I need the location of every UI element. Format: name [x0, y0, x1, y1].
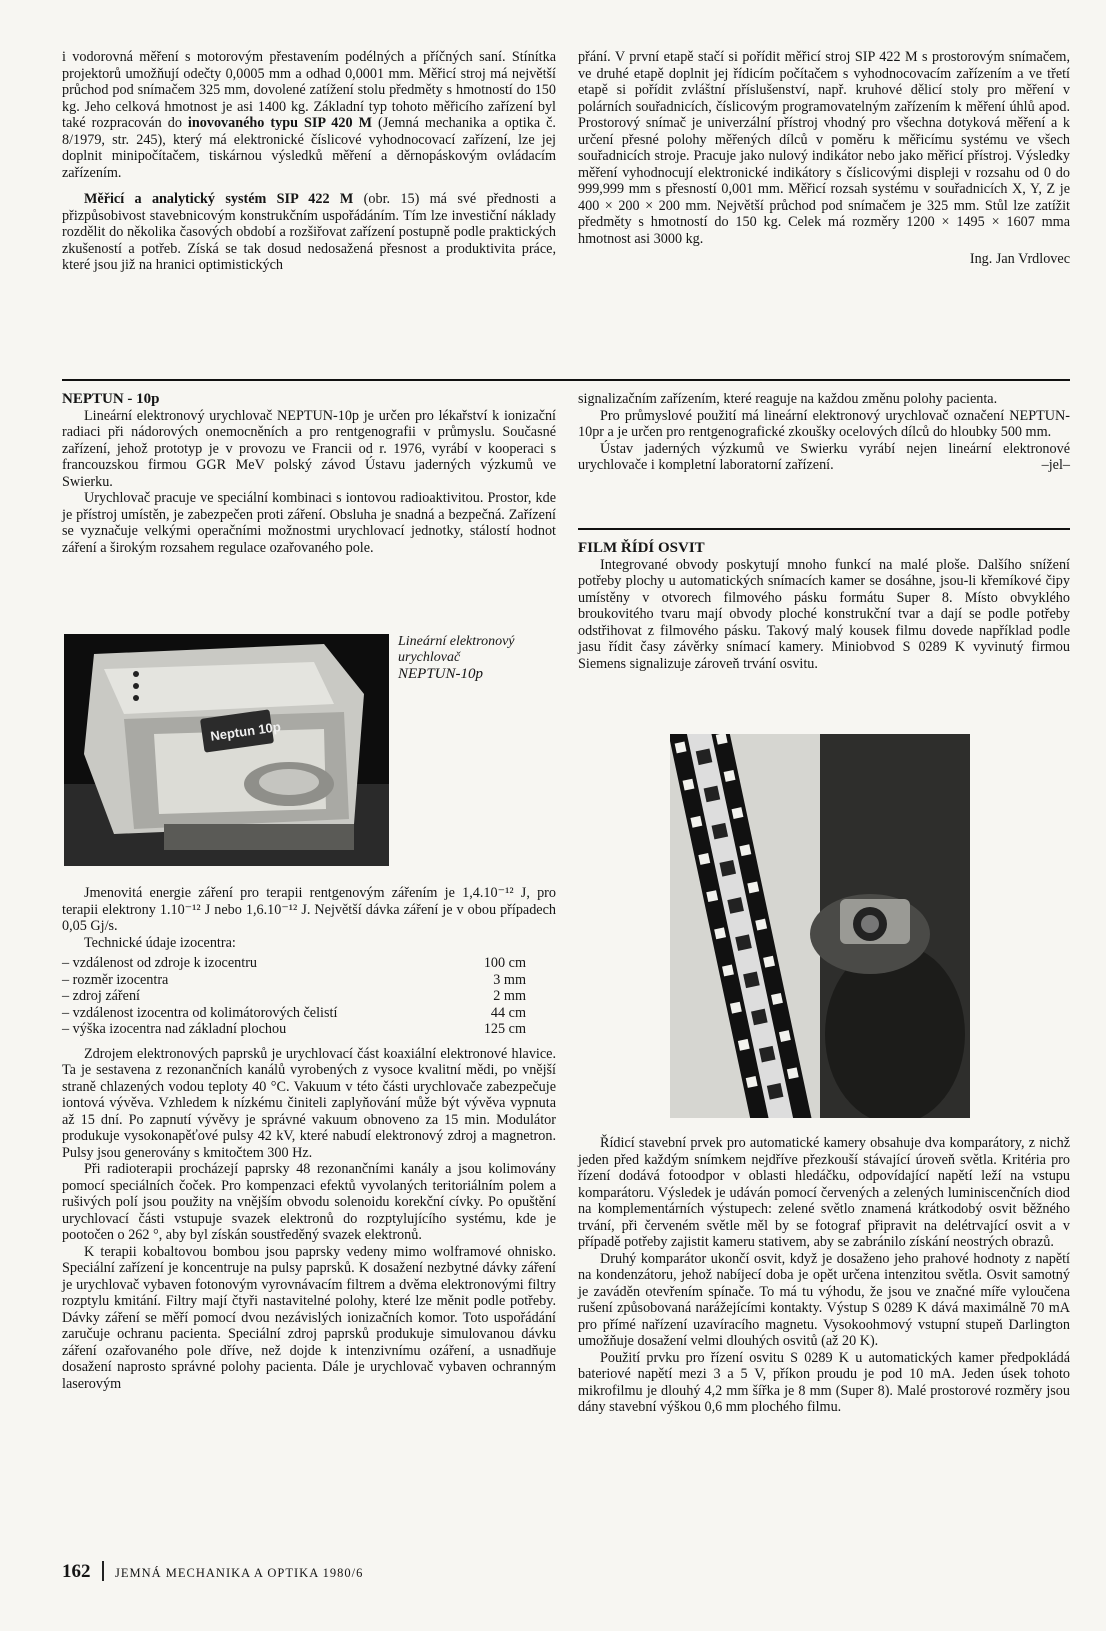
photo-label: Neptun 10p — [209, 718, 282, 744]
spec-row: – vzdálenost od zdroje k izocentru 100 cm — [62, 955, 526, 971]
author-signature: –jel– — [1041, 457, 1070, 473]
section-divider-right — [578, 528, 1070, 530]
spec-row: – výška izocentra nad základní plochou 125 cm — [62, 1021, 526, 1037]
spec-row: – rozměr izocentra 3 mm — [62, 971, 526, 988]
spec-row: – vzdálenost izocentra od kolimátorových čelistí 44 cm — [62, 1004, 526, 1021]
paragraph: Ústav jaderných výzkumů ve Swierku vyrábí nejen lineární elektronové urychlovače i kompletní laboratorní zařízení. –jel– — [578, 440, 1070, 473]
film-column — [578, 540, 1070, 672]
neptun-left-column — [62, 391, 556, 556]
paragraph: Při radioterapii procházejí paprsky 48 rezonančními kanály a jsou kolimovány pomocí speciálních čoček. Pro kompenzaci efektů vyvolaných teritoriálním polem a rušivých polí jsou použity na vnějším obvodu solenoidu korekční cívky. Po opuštění urychlovací části vstupuje svazek elektronů do rozptylujícího systému, kde je pootočen o 262 °, aby byl získán soustředěný svazek elektronů. — [62, 1161, 556, 1243]
section-divider — [62, 379, 1070, 381]
accelerator-photo — [64, 634, 389, 866]
paragraph: přání. V první etapě stačí si pořídit měřicí stroj SIP 422 M s prostorovým snímačem, ve druhé etapě doplnit jej řídicím počítačem s vyhodnocovacím zařízením a ve třetí etapě si pořídit zvláštní příslušenství, např. kruhové dělicí stoly pro měření v polárních souřadnicích, číslicovým programovatelným zařízením k měření úhlů apod. Prostorový snímač je univerzální přístroj vhodný pro všechna dotyková měření a k určení přesné polohy měřených dílců v poměru k měřicímu systému ve všech souřadnicích stroje. Pracuje jako nulový indikátor nebo jako měřicí přístroj. Výsledky měření vyhodnocují elektronické indikátory s číslicovými displeji v rozsahu od 0 do 999,999 mm s přesností 0,001 mm. Měřicí rozsah systému v souřadnicích X, Y, Z je 400 × 200 × 200 mm. Největší průchod pod snímačem je 325 mm. Stůl lze zatížit předměty s hmotností do 150 kg. Celek má rozměry 1200 × 1495 × 1607 mma hmotnost asi 3000 kg. — [578, 49, 1070, 247]
author-byline: Ing. Jan Vrdlovec — [969, 251, 1070, 267]
photo-caption: Lineární elektronový urychlovač NEPTUN-10p — [398, 634, 515, 682]
footer-divider — [102, 1561, 104, 1581]
paragraph: Lineární elektronový urychlovač NEPTUN-10p je určen pro lékařství k ionizační radiaci při nádorových onemocněních a pro rentgenografii v průmyslu. Současné zařízení, jehož prototyp je v provozu ve Francii od r. 1976, vyrábí v kooperaci s francouzskou firmou GGR MeV polský závod Ústavu jaderných výzkumů ve Swierku. — [62, 407, 556, 490]
paragraph: Zdrojem elektronových paprsků je urychlovací část koaxiální elektronové hlavice. Ta je sestavena z rezonančních kanálů vyrobených z vysoce kvalitní mědi, po vnější straně chlazených vodou teploty 40 °C. Vakuum v této části urychlovače zabezpečuje iontová vývěva. Vzhledem k nízkému činiteli zaplyňování může být vývěva vypnuta až 15 dní. Po zapnutí vývěvy je správné vakuum obnoveno za 15 min. Modulátor produkuje vysokonapěťové pulsy 42 kV, které nabudí elektronový zdroj a magnetron. Pulsy jsou generovány s kmitočtem 300 Hz. — [62, 1045, 556, 1161]
neptun-left-column-lower — [62, 885, 556, 1392]
paragraph: Jmenovitá energie záření pro terapii rentgenovým zářením je 1,4.10⁻¹² J, pro terapii elektrony 1.10⁻¹² J nebo 1,6.10⁻¹² J. Největší dávka záření je v obou případech 0,05 Gj/s. — [62, 885, 556, 934]
film-strip-photo — [670, 734, 970, 1118]
paragraph: Druhý komparátor ukončí osvit, když je dosaženo jeho prahové hodnoty z napětí na kondenzátoru, jehož nabíjecí doba je opět určena intenzitou světla. Osvit samotný je zaváděn otevřením spínače. To má tu výhodu, že jsou ve značné míře vyloučena rušení způsobovaná narážejícími kontakty. Výstup S 0289 K dává maximálně 70 mA pro přímé nařízení uzavíracího magnetu. Vysokoohmový vstupní stupeň Darlington umožňuje dosažení velmi dlouhých osvitů (až 20 K). — [578, 1250, 1070, 1349]
spec-row: – zdroj záření 2 mm — [62, 988, 526, 1004]
paragraph: Technické údaje izocentra: — [84, 934, 236, 951]
paragraph: Řídicí stavební prvek pro automatické kamery obsahuje dva komparátory, z nichž jeden před každým snímkem nejdříve přezkouší stávající úroveň světla. Kritéria pro řízení dodává fotoodpor v oblasti hledáčku, odpovídající napětí leží na vstupu komparátoru. Výsledek je udáván pomocí červených a zelených luminiscenčních diod na komplementárních výstupech: zelené světlo znamená krátkodobý osvit běžného trvání, při červeném světle měl by se fotograf připravit na delétrvající osvit a v případě potřeby zajistit kameru stativem, aby se zabránilo získání neostrých obrazů. — [578, 1135, 1070, 1250]
paragraph: Použití prvku pro řízení osvitu S 0289 K u automatických kamer předpokládá bateriové napětí mezi 3 a 5 V, příkon proudu je pod 10 mA. Jeden úsek tohoto mikrofilmu je dlouhý 4,2 mm šířka je 8 mm (Super 8). Malé prostorové rozměry jsou dány stavební výškou 0,6 mm plochého filmu. — [578, 1349, 1070, 1415]
paragraph: i vodorovná měření s motorovým přestavením podélných a příčných saní. Stínítka projektorů umožňují odečty 0,0005 mm a odhad 0,0001 mm. Měřicí stroj má největší průchod pod snímačem 325 mm, dovolené zatížení stolu předměty s hmotností do 150 kg. Jeho celková hmotnost je asi 1400 kg. Základní typ tohoto měřicího zařízení byl také rozpracován do inovovaného typu SIP 420 M (Jemná mechanika a optika č. 8/1979, str. 245), který má elektronické číslicové vyhodnocovací zařízení, lze jej doplnit minipočítačem, tiskárnou výsledků měření a děrnopáskovým ovládacím zařízením. — [62, 49, 556, 181]
top-right-column — [578, 49, 1070, 268]
journal-title: JEMNÁ MECHANIKA A OPTIKA 1980/6 — [115, 1566, 364, 1580]
page-footer — [62, 1561, 363, 1583]
film-strip-illustration — [670, 734, 970, 1118]
page-number: 162 — [62, 1561, 91, 1582]
accelerator-illustration — [64, 634, 389, 866]
film-column-lower — [578, 1135, 1070, 1416]
paragraph: Pro průmyslové použití má lineární elektronový urychlovač označení NEPTUN-10pr a je určen pro rentgenografické zkoušky ocelových dílců do hloubky 500 mm. — [578, 407, 1070, 440]
spec-table — [62, 955, 532, 1038]
section-title: FILM ŘÍDÍ OSVIT — [578, 540, 705, 556]
top-left-column — [62, 49, 556, 274]
neptun-right-column — [578, 391, 1070, 474]
paragraph: Měřicí a analytický systém SIP 422 M (obr. 15) má své přednosti a přizpůsobivost stavebnicovým konstrukčním uspořádáním. Tím lze investiční náklady rozdělit do několika časových období a rozšiřovat zařízení postupně podle praktických zkušeností a potřeb. Získá se tak dosud nedosažená přesnost a produktivita práce, které jsou již na hranici optimistických — [62, 191, 557, 273]
paragraph: signalizačním zařízením, které reaguje na každou změnu polohy pacienta. — [578, 391, 998, 407]
section-title: NEPTUN - 10p — [62, 391, 160, 407]
paragraph: K terapii kobaltovou bombou jsou paprsky vedeny mimo wolframové ohnisko. Speciální zařízení je koncentruje na pulsy paprsků. K dosažení nezbytné dávky záření je urychlovač vybaven fotonovým vyrovnávacím filtrem a dvěma elektronovými filtry rozptylu kmitání. Filtry mají čtyři nastavitelné polohy, které lze měnit podle potřeby. Dávky záření se měří pomocí dvou nezávislých ionizačních komor. Toto uspořádání zaručuje ochranu pacienta. Speciální zdroj paprsků produkuje simulovanou dávku záření ozařovaného pole dříve, než dojde k intenzivnímu ozáření, a usnadňuje dosažení naprosto správné polohy pacienta. Dále je urychlovač vybaven ochranným laserovým — [62, 1243, 556, 1392]
paragraph: Urychlovač pracuje ve speciální kombinaci s iontovou radioaktivitou. Prostor, kde je přístroj umístěn, je zabezpečen proti záření. Obsluha je snadná a bezpečná. Zařízení se vyznačuje velkými operačními možnostmi urychlovací jednotky, stálostí hodnot záření a širokým rozsahem regulace ozařovaného pole. — [62, 490, 556, 556]
paragraph: Integrované obvody poskytují mnoho funkcí na malé ploše. Dalšího snížení potřeby plochy u automatických snímacích kamer se dosáhne, jsou-li křemíkové čipy umístěny v otvorech filmového pásku formátu Super 8. Místo obvyklého broukovitého tvaru mají obvody ploché konstrukční tvar a dají se podle potřeby odstřihovat z filmového pásku. Takový malý kousek filmu dovede například podle jasu řídit časy závěrky snímací kamery. Miniobvod S 0289 K vyvinutý firmou Siemens signalizuje zároveň trvání osvitu. — [578, 556, 1070, 672]
